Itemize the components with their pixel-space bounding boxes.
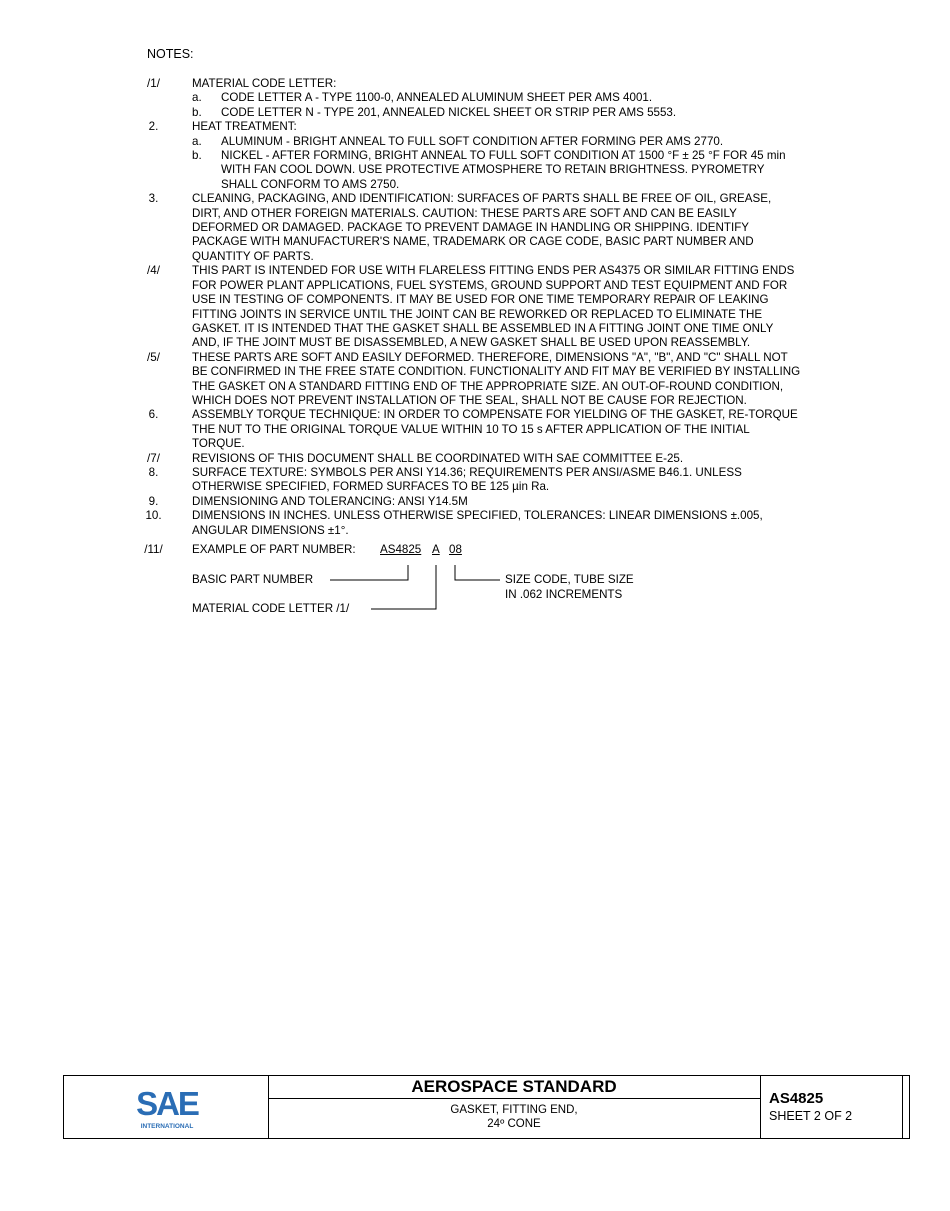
note-line: MATERIAL CODE LETTER: [192,77,337,90]
sheet-number: SHEET 2 OF 2 [769,1109,853,1123]
note-number: 9. [148,494,159,508]
sub-item-line: SHALL CONFORM TO AMS 2750. [221,177,400,191]
sub-item-line: CODE LETTER N - TYPE 201, ANNEALED NICKEL SHEET OR STRIP PER AMS 5553. [221,105,677,119]
material-code-label: MATERIAL CODE LETTER /1/ [192,602,350,615]
sub-item-label: a. [192,134,202,148]
note-body [192,264,882,350]
notes-title: NOTES: [147,47,194,61]
sae-logo-icon [132,1085,202,1131]
note-number: 2. [148,120,159,134]
note-number: 3. [148,192,159,206]
note-line: THE NUT TO THE ORIGINAL TORQUE VALUE WITHIN 10 TO 15 s AFTER APPLICATION OF THE INITIAL [192,422,750,436]
note-body [192,408,882,451]
note-line: DEFORMED OR DAMAGED. PACKAGE TO PREVENT DAMAGE IN HANDLING OR SHIPPING. IDENTIFY [192,221,750,235]
part-number-label: EXAMPLE OF PART NUMBER: [192,543,356,556]
material-code: A [432,543,440,556]
note-item [0,408,950,451]
note-line: OTHERWISE SPECIFIED, FORMED SURFACES TO BE 125 µin Ra. [192,480,550,494]
sub-item-line: CODE LETTER A - TYPE 1100-0, ANNEALED ALUMINUM SHEET PER AMS 4001. [221,91,653,105]
note-body [192,351,882,409]
note-line: REVISIONS OF THIS DOCUMENT SHALL BE COORDINATED WITH SAE COMMITTEE E-25. [192,451,684,465]
note-item [0,509,950,538]
note-number: 8. [148,465,159,479]
note-line: WHICH DOES NOT PREVENT INSTALLATION OF THE SEAL, SHALL NOT BE CAUSE FOR REJECTION. [192,393,747,407]
note-line: FOR POWER PLANT APPLICATIONS, FUEL SYSTEMS, GROUND SUPPORT AND TEST EQUIPMENT AND FOR [192,278,788,292]
note-line: SURFACE TEXTURE: SYMBOLS PER ANSI Y14.36; REQUIREMENTS PER ANSI/ASME B46.1. UNLESS [192,465,742,479]
note-item [0,466,950,495]
note-body [192,509,882,538]
note-line: AND, IF THE JOINT MUST BE DISASSEMBLED, A NEW GASKET SHALL BE USED UPON REASSEMBLY. [192,336,751,350]
logo-cell [64,1076,269,1138]
note-body [192,192,882,264]
note-line: GASKET. IT IS INTENDED THAT THE GASKET SHALL BE ASSEMBLED IN A FITTING JOINT ONE TIME ONLY [192,321,774,335]
title-cell [268,1076,761,1138]
note-number: /7/ [147,451,160,465]
note-line: THE GASKET ON A STANDARD FITTING END OF THE APPROPRIATE SIZE. AN OUT-OF-ROUND CONDITION, [192,379,784,393]
sub-item-label: b. [192,149,202,163]
material-leader-line [371,565,436,609]
sub-item-line: WITH FAN COOL DOWN. USE PROTECTIVE ATMOSPHERE TO RETAIN BRIGHTNESS. PYROMETRY [221,163,765,177]
document-number-cell [760,1076,903,1138]
logo-sub-text: INTERNATIONAL [140,1123,194,1130]
document-description [268,1103,760,1131]
size-code: 08 [449,543,462,556]
sub-item-line: ALUMINUM - BRIGHT ANNEAL TO FULL SOFT CONDITION AFTER FORMING PER AMS 2770. [221,134,724,148]
description-line-1: GASKET, FITTING END, [450,1104,578,1116]
note-item [0,452,950,466]
note-item [0,264,950,350]
note-line: CLEANING, PACKAGING, AND IDENTIFICATION: SURFACES OF PARTS SHALL BE FREE OF OIL, GREASE, [192,192,772,206]
note-line: HEAT TREATMENT: [192,120,297,134]
note-line: TORQUE. [192,437,245,451]
note-number: /1/ [147,77,160,90]
sub-item-line: NICKEL - AFTER FORMING, BRIGHT ANNEAL TO FULL SOFT CONDITION AT 1500 °F ± 25 °F FOR 45 min [221,149,786,163]
notes-list [0,77,950,538]
note-line: ANGULAR DIMENSIONS ±1°. [192,523,349,537]
note-number: /4/ [147,264,160,278]
sub-item-label: b. [192,105,202,119]
part-number-example [0,543,950,559]
note-line: PACKAGE WITH MANUFACTURER'S NAME, TRADEMARK OR CAGE CODE, BASIC PART NUMBER AND [192,235,754,249]
sub-item-label: a. [192,91,202,105]
sub-item-text [221,135,882,149]
note-number: 6. [148,408,159,422]
sub-item-text [221,149,882,192]
title-block [63,1075,910,1139]
note-number: /5/ [147,350,160,364]
note-line: USE IN TESTING OF COMPONENTS. IT MAY BE USED FOR ONE TIME TEMPORARY REPAIR OF LEAKING [192,293,769,307]
note-item [0,192,950,264]
note-line: DIMENSIONING AND TOLERANCING: ANSI Y14.5M [192,494,468,508]
leader-lines [0,565,950,625]
note-item [0,351,950,409]
note-body [192,452,882,466]
note-line: DIRT, AND OTHER FOREIGN MATERIALS. CAUTION: THESE PARTS ARE SOFT AND CAN BE EASILY [192,206,737,220]
document-type: AEROSPACE STANDARD [268,1076,760,1099]
note-sub-item [192,106,882,120]
note-body [192,495,882,509]
note-body [192,466,882,495]
note-sub-item [192,91,882,105]
note-line: ASSEMBLY TORQUE TECHNIQUE: IN ORDER TO COMPENSATE FOR YIELDING OF THE GASKET, RE-TORQUE [192,408,798,422]
description-line-2: 24º CONE [487,1118,541,1130]
note-item [0,495,950,509]
note-line: BE CONFIRMED IN THE FREE STATE CONDITION. FUNCTIONALITY AND FIT MAY BE VERIFIED BY INSTALLING [192,365,801,379]
size-code-label: SIZE CODE, TUBE SIZE [505,573,634,586]
blank-cell [902,1076,909,1138]
size-leader-line [455,565,500,580]
note-item [0,77,950,120]
size-increment-label: IN .062 INCREMENTS [505,588,623,601]
note-line: QUANTITY OF PARTS. [192,249,314,263]
note-sub-item [192,149,882,192]
note-number: /11/ [144,543,163,556]
note-line: THIS PART IS INTENDED FOR USE WITH FLARELESS FITTING ENDS PER AS4375 OR SIMILAR FITTING ENDS [192,264,795,278]
basic-part-number-label: BASIC PART NUMBER [192,573,314,586]
note-sub-item [192,135,882,149]
logo-text: SAE [136,1085,198,1122]
part-number-diagram [0,543,950,625]
note-line: DIMENSIONS IN INCHES. UNLESS OTHERWISE SPECIFIED, TOLERANCES: LINEAR DIMENSIONS ±.005, [192,509,763,523]
document-number: AS4825 [769,1090,824,1107]
note-item [0,120,950,192]
note-line: THESE PARTS ARE SOFT AND EASILY DEFORMED. THEREFORE, DIMENSIONS "A", "B", AND "C" SHALL NOT [192,350,788,364]
basic-leader-line [330,565,408,580]
note-number: 10. [145,509,162,523]
note-body [192,120,882,192]
note-body [192,77,882,120]
sub-item-text [221,106,882,120]
note-line: FITTING JOINTS IN SERVICE UNTIL THE JOINT CAN BE REWORKED OR REPLACED TO ELIMINATE THE [192,307,763,321]
basic-part-code: AS4825 [380,543,422,556]
sub-item-text [221,91,882,105]
